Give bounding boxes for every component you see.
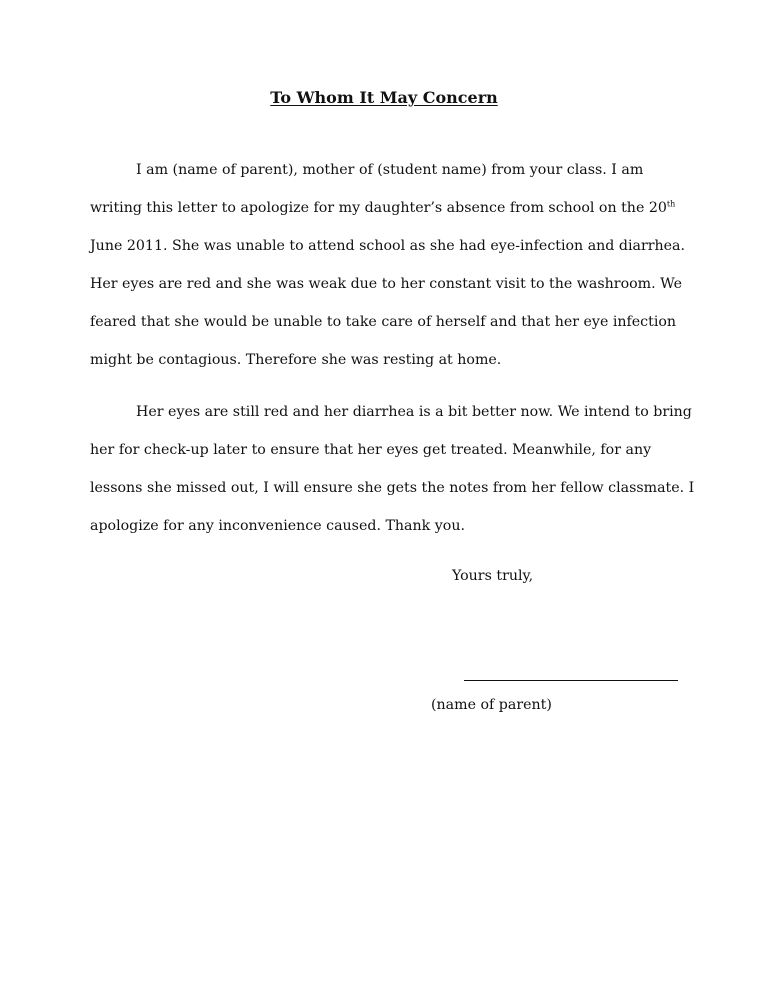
ordinal-suffix: th	[666, 199, 676, 209]
paragraph-2-line-3: lessons she missed out, I will ensure she gets the notes from her fellow classmate. I	[90, 480, 695, 496]
paragraph-2-line-4: apologize for any inconvenience caused. Thank you.	[90, 518, 465, 534]
closing-salutation: Yours truly,	[452, 568, 534, 584]
paragraph-1-line-1: I am (name of parent), mother of (student name) from your class. I am	[136, 162, 644, 178]
paragraph-1-line-2	[90, 198, 675, 218]
paragraph-1-line-2-text: writing this letter to apologize for my daughter’s absence from school on the 20	[90, 200, 667, 216]
paragraph-2-line-2: her for check-up later to ensure that her eyes get treated. Meanwhile, for any	[90, 442, 652, 458]
letter-title: To Whom It May Concern	[270, 88, 498, 107]
paragraph-1-line-4: Her eyes are red and she was weak due to her constant visit to the washroom. We	[90, 276, 682, 292]
paragraph-1-line-6: might be contagious. Therefore she was resting at home.	[90, 352, 502, 368]
signature-line	[464, 680, 678, 681]
paragraph-2-line-1: Her eyes are still red and her diarrhea is a bit better now. We intend to bring	[136, 404, 692, 420]
paragraph-1-line-5: feared that she would be unable to take care of herself and that her eye infection	[90, 314, 677, 330]
paragraph-1-line-3: June 2011. She was unable to attend school as she had eye-infection and diarrhea.	[90, 238, 686, 254]
signature-name: (name of parent)	[431, 697, 552, 713]
